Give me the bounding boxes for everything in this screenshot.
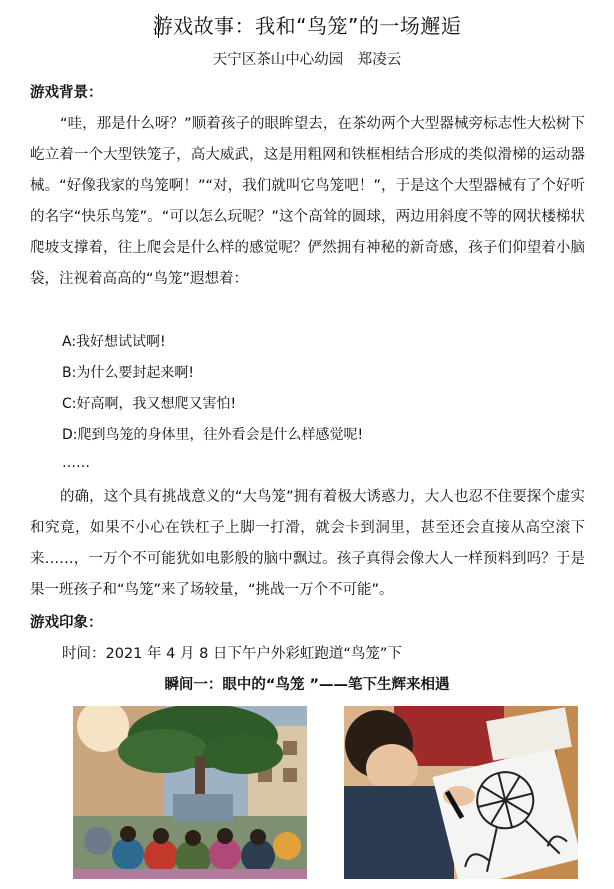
impression-heading: 游戏印象：: [30, 615, 103, 631]
background-heading: 游戏背景：: [30, 85, 103, 101]
moment-heading: 瞬间一：眼中的“鸟笼 ”——笔下生辉来相遇: [164, 677, 450, 693]
option-b: B:为什么要封起来啊!: [62, 365, 194, 381]
photo-child-drawing: [344, 706, 578, 879]
option-c: C:好高啊，我又想爬又害怕!: [62, 396, 237, 412]
photo-children-under-tree: [73, 706, 307, 879]
second-paragraph: 的确，这个具有挑战意义的“大鸟笼”拥有着极大诱惑力，大人也忍不住要探个虚实和究竟，如果不小心在铁杠子上脚一打滑，就会卡到洞里，甚至还会直接从高空滚下来……，一万个不可能犹如电影般的脑中飘过。孩子真得会像大人一样预料到吗？于是果一班孩子和“鸟笼”来了场较量，“挑战一万个不可能”。: [30, 489, 585, 598]
option-a: A:我好想试试啊!: [62, 334, 166, 350]
ellipsis: ……: [62, 455, 90, 471]
option-d: D:爬到鸟笼的身体里，往外看会是什么样感觉呢!: [62, 427, 364, 443]
document-title: 游戏故事：我和“鸟笼”的一场邂逅: [152, 14, 462, 38]
time-line: 时间：2021 年 4 月 8 日下午户外彩虹跑道“鸟笼”下: [62, 646, 402, 662]
author-line: 天宁区茶山中心幼园 郑凌云: [212, 52, 402, 68]
intro-paragraph: “哇，那是什么呀？”顺着孩子的眼眸望去，在茶幼两个大型器械旁标志性大松树下屹立着一个大型铁笼子，高大威武，这是用粗网和铁框相结合形成的类似滑梯的运动器械。“好像我家的鸟笼啊！”“对，我们就叫它鸟笼吧！”，于是这个大型器械有了个好听的名字“快乐鸟笼”。“可以怎么玩呢？”这个高耸的圆球，两边用斜度不等的网状楼梯状爬坡支撑着，往上爬会是什么样的感觉呢？俨然拥有神秘的新奇感，孩子们仰望着小脑袋，注视着高高的“鸟笼”遐想着：: [30, 116, 585, 287]
